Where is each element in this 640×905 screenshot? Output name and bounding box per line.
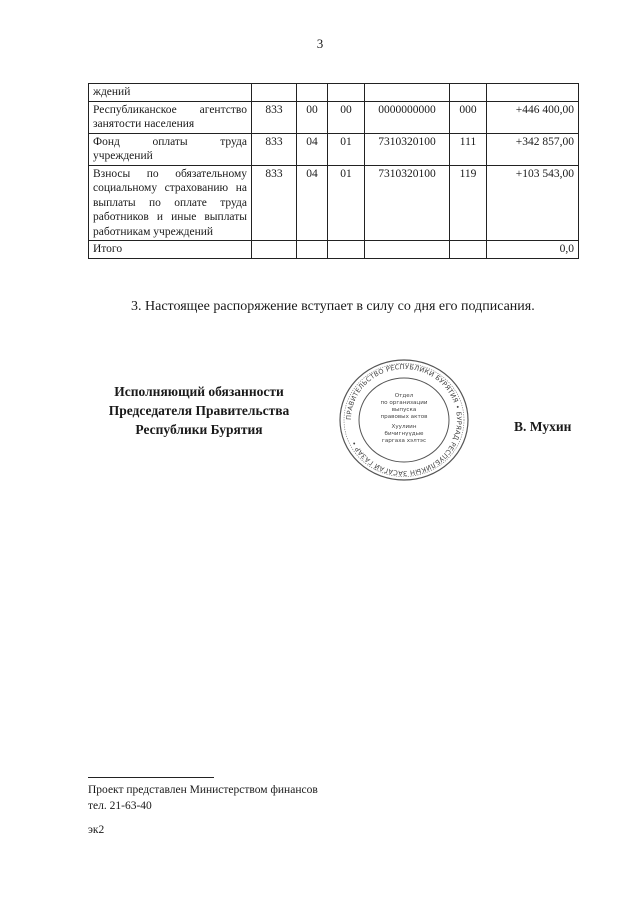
row-subsection: 01 [328,133,365,165]
signatory-name: В. Мухин [514,419,572,434]
clause-text: 3. Настоящее распоряжение вступает в силу со дня его подписания. [131,299,535,314]
footer-line: Проект представлен Министерством финансов [88,784,318,796]
row-section: 04 [297,165,328,241]
seal-inner-line: выпуска [391,407,417,413]
row-subsection [328,84,365,102]
seal-inner-line: по организации [380,400,428,406]
row-subsection [328,241,365,259]
signatory-title [86,382,312,439]
table-row [89,101,579,133]
row-expense-type: 119 [450,165,487,241]
row-amount: +342 857,00 [487,133,579,165]
row-amount: +446 400,00 [487,101,579,133]
row-ministry [252,241,297,259]
document-code: эк2 [88,824,105,836]
footer-note [88,782,318,814]
row-subsection: 01 [328,165,365,241]
seal-inner-line: правовых актов [380,414,428,420]
row-article [365,241,450,259]
row-section [297,84,328,102]
table-row [89,165,579,241]
row-article: 7310320100 [365,133,450,165]
row-expense-type: 111 [450,133,487,165]
row-expense-type [450,84,487,102]
row-name: Взносы по обязательному социальному страхованию на выплаты по оплате труда работников и иные выплаты работникам учреждений [89,165,252,241]
row-name: Республиканское агентство занятости населения [89,101,252,133]
row-article: 7310320100 [365,165,450,241]
seal-inner-line: Отдел [394,393,414,399]
seal-inner-text [381,393,428,444]
signatory-title-line: Председателя Правительства [108,403,290,418]
row-amount: +103 543,00 [487,165,579,241]
table-row-total [89,241,579,259]
row-name: Итого [89,241,252,259]
row-expense-type [450,241,487,259]
seal-inner-line: бичигнүүдые [384,431,424,437]
seal-ring-text: ПРАВИТЕЛЬСТВО РЕСПУБЛИКИ БУРЯТИЯ • БУРЯАД РЕСПУБЛИКЫН ЗАСАГАЙ ГАЗАР • [344,362,464,478]
signatory-title-line: Исполняющий обязанности [114,384,284,399]
footer-phone: тел. 21-63-40 [88,800,152,812]
row-ministry: 833 [252,165,297,241]
row-article [365,84,450,102]
row-amount [487,84,579,102]
signatory-title-line: Республики Бурятия [135,422,263,437]
official-seal [337,358,471,482]
seal-inner-line: Хуулиин [391,424,417,430]
table-row [89,84,579,102]
row-article: 0000000000 [365,101,450,133]
footnote-divider [88,777,214,778]
seal-inner-ring [359,378,449,462]
table-row [89,133,579,165]
row-subsection: 00 [328,101,365,133]
row-amount: 0,0 [487,241,579,259]
row-ministry: 833 [252,133,297,165]
row-section: 00 [297,101,328,133]
row-name: ждений [89,84,252,102]
page-number: 3 [316,36,324,51]
row-section: 04 [297,133,328,165]
row-name: Фонд оплаты труда учреждений [89,133,252,165]
row-ministry [252,84,297,102]
row-ministry: 833 [252,101,297,133]
row-expense-type: 000 [450,101,487,133]
budget-table [88,83,579,259]
seal-inner-line: гаргаха хэлтэс [381,438,427,444]
row-section [297,241,328,259]
